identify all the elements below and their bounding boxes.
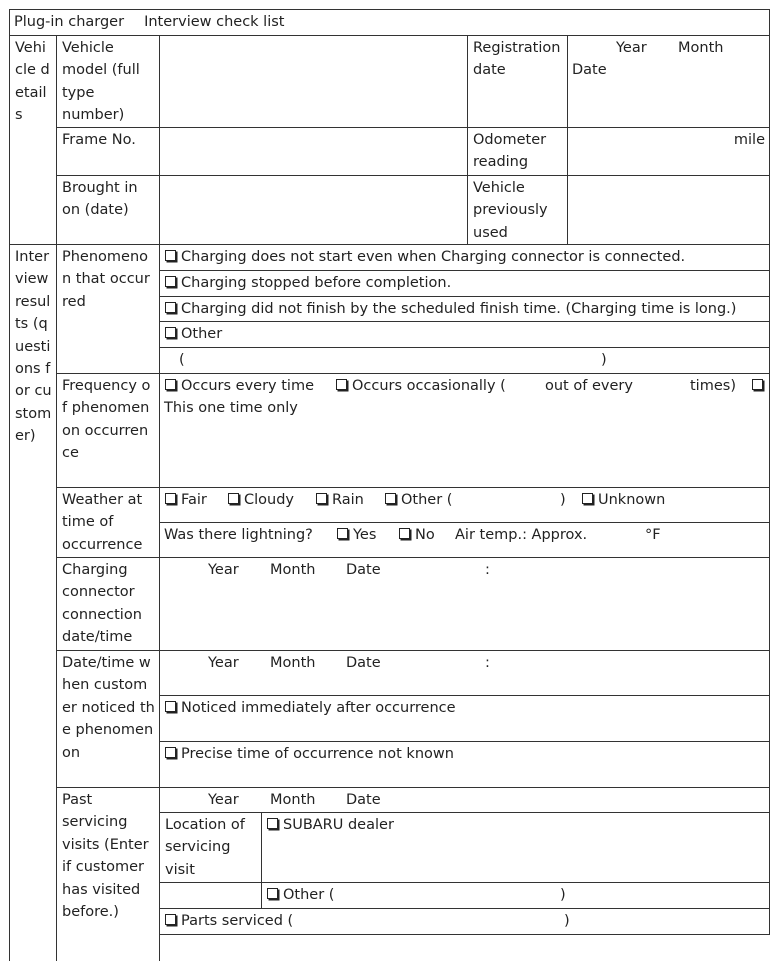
interview-section-label: Interview results (questions for customer) bbox=[15, 249, 52, 445]
noticed-date-field[interactable] bbox=[160, 651, 769, 695]
parts-serviced-close: ) bbox=[564, 913, 570, 929]
checkbox-icon[interactable] bbox=[385, 493, 396, 504]
checkbox-icon[interactable] bbox=[582, 493, 593, 504]
checkbox-icon[interactable] bbox=[165, 493, 176, 504]
connector-date-field[interactable] bbox=[160, 558, 769, 650]
lightning-no[interactable]: No bbox=[399, 524, 435, 546]
connector-colon: : bbox=[485, 562, 490, 578]
phenomenon-option-2-label: Charging stopped before completion. bbox=[181, 275, 452, 291]
form-title-part1: Plug-in charger bbox=[14, 14, 125, 30]
freq-once-checkbox[interactable] bbox=[752, 375, 768, 397]
parts-serviced-row[interactable]: Parts serviced ( ) bbox=[160, 909, 769, 934]
noticed-option-2[interactable]: Precise time of occurrence not known bbox=[160, 742, 769, 787]
frame-no-label: Frame No. bbox=[62, 132, 136, 148]
frequency-label: Frequency of phenomenon occurrence bbox=[62, 378, 151, 462]
past-servicing-date-field[interactable] bbox=[160, 788, 769, 812]
air-temp-label: Air temp.: Approx. bbox=[455, 527, 588, 543]
weather-other-close: ) bbox=[560, 492, 566, 508]
checkbox-icon[interactable] bbox=[165, 327, 176, 338]
reg-date-label: Date bbox=[572, 62, 607, 78]
past-date: Date bbox=[346, 792, 381, 808]
freq-occasionally[interactable]: Occurs occasionally ( bbox=[336, 375, 506, 397]
previously-used-label: Vehicle previously used bbox=[473, 180, 548, 241]
checkbox-icon[interactable] bbox=[165, 914, 176, 925]
checkbox-icon[interactable] bbox=[337, 528, 348, 539]
phenomenon-option-other-label: Other bbox=[181, 326, 223, 342]
past-servicing-label: Past servicing visits (Enter if customer has visited before.) bbox=[62, 792, 149, 921]
weather-cloudy[interactable]: Cloudy bbox=[228, 489, 294, 511]
checkbox-icon[interactable] bbox=[316, 493, 327, 504]
freq-times: times) bbox=[690, 378, 736, 394]
checkbox-icon[interactable] bbox=[267, 888, 278, 899]
weather-unknown[interactable]: Unknown bbox=[582, 489, 665, 511]
weather-rain[interactable]: Rain bbox=[316, 489, 364, 511]
phenomenon-option-3[interactable] bbox=[160, 297, 769, 321]
brought-in-label: Brought in on (date) bbox=[62, 180, 138, 219]
checkbox-icon[interactable] bbox=[228, 493, 239, 504]
connector-year: Year bbox=[208, 562, 239, 578]
past-year: Year bbox=[208, 792, 239, 808]
form-title bbox=[9, 10, 770, 35]
table-border-right bbox=[769, 9, 770, 935]
servicing-other-close: ) bbox=[560, 887, 566, 903]
vehicle-model-label: Vehicle model (full type number) bbox=[62, 40, 140, 124]
checkbox-icon[interactable] bbox=[267, 818, 278, 829]
servicing-location-dealer[interactable]: SUBARU dealer bbox=[262, 813, 769, 882]
odometer-unit: mile bbox=[733, 132, 765, 148]
vehicle-model-field[interactable] bbox=[160, 36, 467, 127]
paren-close: ) bbox=[601, 352, 607, 368]
phenomenon-label: Phenomenon that occurred bbox=[62, 249, 150, 310]
servicing-location-label: Location of servicing visit bbox=[165, 817, 245, 878]
checkbox-icon[interactable] bbox=[165, 747, 176, 758]
reg-year-label: Year bbox=[616, 40, 647, 56]
noticed-year: Year bbox=[208, 655, 239, 671]
parts-serviced-field[interactable] bbox=[160, 935, 769, 961]
frequency-options bbox=[160, 374, 769, 487]
checkbox-icon[interactable] bbox=[165, 250, 176, 261]
connector-date: Date bbox=[346, 562, 381, 578]
lightning-row bbox=[160, 523, 769, 557]
phenomenon-other-field[interactable] bbox=[160, 348, 769, 373]
checkbox-icon[interactable] bbox=[165, 276, 176, 287]
weather-options bbox=[160, 488, 769, 522]
weather-fair[interactable]: Fair bbox=[165, 489, 207, 511]
vehicle-details-section-label: Vehicle details bbox=[15, 40, 50, 124]
noticed-colon: : bbox=[485, 655, 490, 671]
freq-every-time[interactable]: Occurs every time bbox=[165, 375, 314, 397]
registration-date-label: Registration date bbox=[473, 40, 561, 79]
connector-month: Month bbox=[270, 562, 316, 578]
freq-out-of-every: out of every bbox=[545, 378, 633, 394]
noticed-month: Month bbox=[270, 655, 316, 671]
freq-once-label: This one time only bbox=[164, 400, 298, 416]
connector-date-label: Charging connector connection date/time bbox=[62, 562, 142, 646]
phenomenon-option-3-label: Charging did not finish by the scheduled finish time. (Charging time is long.) bbox=[181, 301, 737, 317]
frame-no-field[interactable] bbox=[160, 128, 467, 175]
servicing-location-blank bbox=[160, 883, 261, 908]
checkbox-icon[interactable] bbox=[336, 379, 347, 390]
air-temp-unit: °F bbox=[645, 527, 661, 543]
checkbox-icon[interactable] bbox=[165, 379, 176, 390]
checkbox-icon[interactable] bbox=[752, 379, 763, 390]
servicing-location-other[interactable]: Other ( ) bbox=[262, 883, 769, 908]
phenomenon-option-1[interactable] bbox=[160, 245, 769, 270]
phenomenon-option-other[interactable] bbox=[160, 322, 769, 347]
phenomenon-option-2[interactable] bbox=[160, 271, 769, 296]
weather-label: Weather at time of occurrence bbox=[62, 492, 143, 553]
odometer-label: Odometer reading bbox=[473, 132, 547, 171]
checkbox-icon[interactable] bbox=[399, 528, 410, 539]
weather-other[interactable]: Other ( bbox=[385, 489, 452, 511]
form-title-part2: Interview check list bbox=[144, 14, 285, 30]
noticed-date: Date bbox=[346, 655, 381, 671]
phenomenon-option-1-label: Charging does not start even when Charging connector is connected. bbox=[181, 249, 686, 265]
odometer-field[interactable] bbox=[568, 128, 769, 175]
lightning-question: Was there lightning? bbox=[164, 527, 313, 543]
brought-in-field[interactable] bbox=[160, 176, 467, 244]
noticed-label: Date/time when customer noticed the phenomenon bbox=[62, 655, 155, 761]
noticed-option-1[interactable]: Noticed immediately after occurrence bbox=[160, 696, 769, 741]
lightning-yes[interactable]: Yes bbox=[337, 524, 376, 546]
registration-date-field[interactable] bbox=[568, 36, 769, 127]
previously-used-field[interactable] bbox=[568, 176, 769, 244]
past-month: Month bbox=[270, 792, 316, 808]
reg-month-label: Month bbox=[678, 40, 724, 56]
checkbox-icon[interactable] bbox=[165, 701, 176, 712]
checkbox-icon[interactable] bbox=[165, 302, 176, 313]
paren-open: ( bbox=[179, 352, 185, 368]
